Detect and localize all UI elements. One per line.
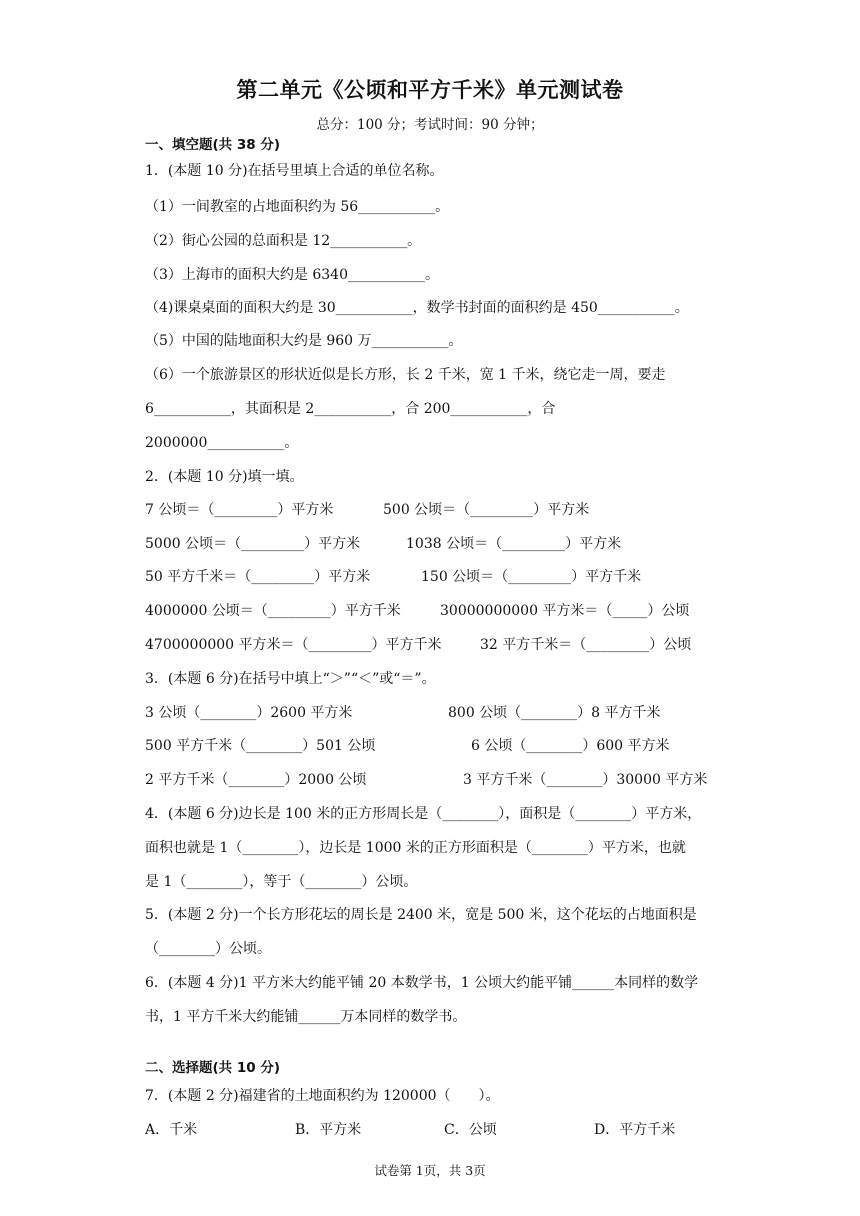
question-1-stem: 1．(本题 10 分)在括号里填上合适的单位名称。 <box>145 163 444 179</box>
question-3-comparison: 800 公顷（________）8 平方千米 <box>448 705 661 721</box>
question-7-option-b: B．平方米 <box>295 1122 362 1138</box>
question-4-line-2: 面积也就是 1（________），边长是 1000 米的正方形面积是（________）平方米，也就 <box>145 840 686 856</box>
question-7-option-a: A．千米 <box>145 1122 198 1138</box>
question-2-blank: 7 公顷＝（_________）平方米 <box>145 502 334 518</box>
question-5-line-2: （________）公顷。 <box>145 941 271 957</box>
question-3-comparison: 3 平方千米（________）30000 平方米 <box>463 772 708 788</box>
question-6-line-1: 6．(本题 4 分)1 平方米大约能平铺 20 本数学书，1 公顷大约能平铺______本同样的数学 <box>145 975 699 991</box>
question-1-item-1: （1）一间教室的占地面积约为 56___________。 <box>145 199 450 215</box>
question-2-blank: 150 公顷＝（_________）平方千米 <box>421 569 642 585</box>
question-2-stem: 2．(本题 10 分)填一填。 <box>145 469 304 485</box>
question-4-line-3: 是 1（________），等于（________）公顷。 <box>145 874 418 890</box>
question-2-blank: 5000 公顷＝（_________）平方米 <box>145 536 361 552</box>
question-3-comparison: 3 公顷（________）2600 平方米 <box>145 705 353 721</box>
question-2-blank: 500 公顷＝（_________）平方米 <box>383 502 590 518</box>
question-3-comparison: 6 公顷（________）600 平方米 <box>471 738 670 754</box>
question-2-blank: 30000000000 平方米＝（_____）公顷 <box>440 603 690 619</box>
question-1-item-5: （5）中国的陆地面积大约是 960 万___________。 <box>145 333 463 349</box>
question-7-option-d: D．平方千米 <box>594 1122 676 1138</box>
exam-info: 总分：100 分；考试时间：90 分钟； <box>316 117 544 133</box>
question-2-blank: 4700000000 平方米＝（_________）平方千米 <box>145 637 442 653</box>
question-3-comparison: 500 平方千米（________）501 公顷 <box>145 738 376 754</box>
question-1-item-4: （4)课桌桌面的面积大约是 30___________，数学书封面的面积约是 450___________。 <box>145 300 689 316</box>
question-2-blank: 4000000 公顷＝（_________）平方千米 <box>145 603 401 619</box>
question-1-item-6-line-3: 2000000___________。 <box>145 435 299 451</box>
question-5-line-1: 5．(本题 2 分)一个长方形花坛的周长是 2400 米，宽是 500 米，这个花坛的占地面积是 <box>145 907 697 923</box>
question-1-item-6-line-1: （6）一个旅游景区的形状近似是长方形，长 2 千米，宽 1 千米，绕它走一周，要走 <box>145 367 666 383</box>
question-7-option-c: C．公顷 <box>444 1122 497 1138</box>
section-heading-multiple-choice: 二、选择题(共 10 分) <box>145 1060 281 1076</box>
question-2-blank: 50 平方千米＝（_________）平方米 <box>145 569 371 585</box>
page-title: 第二单元《公顷和平方千米》单元测试卷 <box>236 78 624 102</box>
question-4-line-1: 4．(本题 6 分)边长是 100 米的正方形周长是（________），面积是（________）平方米， <box>145 806 702 822</box>
question-3-stem: 3．(本题 6 分)在括号中填上“＞”“＜”或“＝”。 <box>145 671 436 687</box>
question-1-item-3: （3）上海市的面积大约是 6340___________。 <box>145 267 439 283</box>
question-6-line-2: 书，1 平方千米大约能铺______万本同样的数学书。 <box>145 1009 467 1025</box>
page-footer: 试卷第 1页，共 3页 <box>374 1163 486 1178</box>
question-7-stem: 7．(本题 2 分)福建省的土地面积约为 120000（ ）。 <box>145 1088 500 1104</box>
question-2-blank: 1038 公顷＝（_________）平方米 <box>406 536 622 552</box>
question-1-item-6-line-2: 6___________，其面积是 2___________，合 200___________，合 <box>145 401 556 417</box>
question-2-blank: 32 平方千米＝（_________）公顷 <box>480 637 692 653</box>
section-heading-fill-blank: 一、填空题(共 38 分) <box>145 137 281 153</box>
question-3-comparison: 2 平方千米（________）2000 公顷 <box>145 772 367 788</box>
question-1-item-2: （2）街心公园的总面积是 12___________。 <box>145 233 422 249</box>
